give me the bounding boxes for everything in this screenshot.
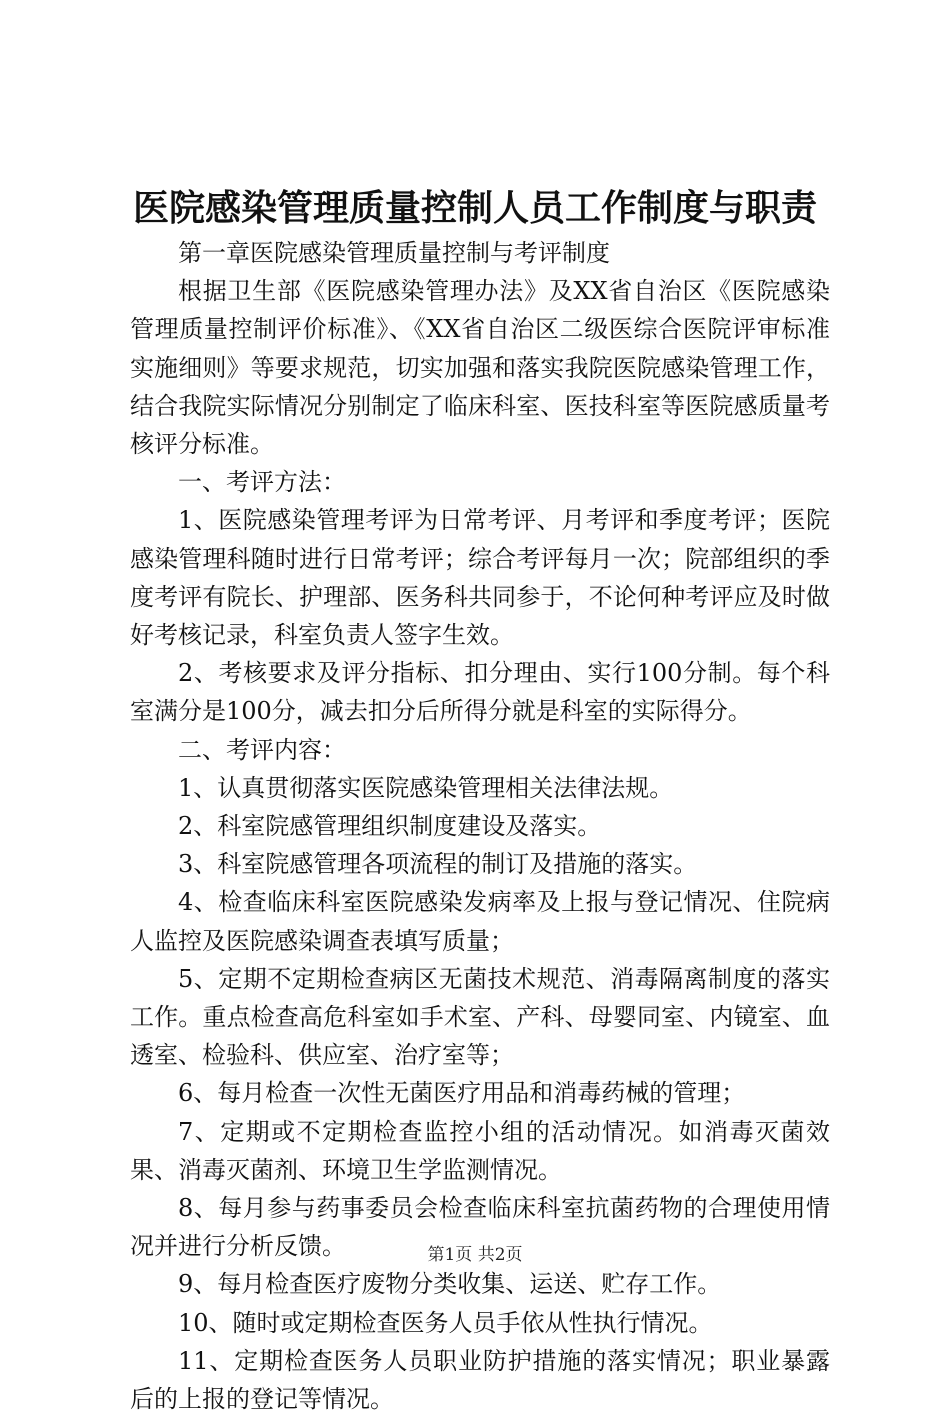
paragraph-content-1: 1、认真贯彻落实医院感染管理相关法律法规。: [178, 773, 674, 802]
paragraph-content-2: 2、科室院感管理组织制度建设及落实。: [178, 812, 602, 841]
page-number-footer: 第1页 共2页: [427, 1245, 523, 1265]
paragraph-content-7: 7、定期或不定期检查监控小组的活动情况。如消毒灭菌效果、消毒灭菌剂、环境卫生学监测情况。: [130, 1117, 830, 1184]
paragraph-content-9: 9、每月检查医疗废物分类收集、运送、贮存工作。: [178, 1270, 722, 1299]
paragraph-content-11: 11、定期检查医务人员职业防护措施的落实情况；职业暴露后的上报的登记等情况。: [130, 1346, 830, 1414]
document-title: 医院感染管理质量控制人员工作制度与职责: [132, 187, 817, 229]
paragraph-content-8: 8、每月参与药事委员会检查临床科室抗菌药物的合理使用情况并进行分析反馈。: [130, 1194, 830, 1261]
paragraph-method-2: 2、考核要求及评分指标、扣分理由、实行100分制。每个科室满分是100分，减去扣分后所得分就是科室的实际得分。: [130, 659, 830, 726]
paragraph-content-5: 5、定期不定期检查病区无菌技术规范、消毒隔离制度的落实工作。重点检查高危科室如手术室、产科、母婴同室、内镜室、血透室、检验科、供应室、治疗室等；: [130, 964, 830, 1070]
section-heading-evaluation-content: 二、考评内容：: [178, 735, 346, 764]
paragraph-chapter-heading: 第一章医院感染管理质量控制与考评制度: [178, 239, 610, 267]
paragraph-content-4: 4、检查临床科室医院感染发病率及上报与登记情况、住院病人监控及医院感染调查表填写质量；: [130, 888, 830, 955]
paragraph-content-10: 10、随时或定期检查医务人员手依从性执行情况。: [178, 1308, 713, 1337]
paragraph-content-6: 6、每月检查一次性无菌医疗用品和消毒药械的管理；: [178, 1079, 746, 1108]
document-body: [130, 234, 830, 1418]
section-heading-evaluation-method: 一、考评方法：: [178, 468, 346, 497]
paragraph-content-3: 3、科室院感管理各项流程的制订及措施的落实。: [178, 850, 698, 879]
paragraph-intro: 根据卫生部《医院感染管理办法》及XX省自治区《医院感染管理质量控制评价标准》、《XX省自治区二级医综合医院评审标准实施细则》等要求规范，切实加强和落实我院医院感染管理工作，结合我院实际情况分别制定了临床科室、医技科室等医院感质量考核评分标准。: [130, 277, 830, 459]
paragraph-method-1: 1、医院感染管理考评为日常考评、月考评和季度考评；医院感染管理科随时进行日常考评；综合考评每月一次；院部组织的季度考评有院长、护理部、医务科共同参于，不论何种考评应及时做好考核记录，科室负责人签字生效。: [130, 506, 830, 650]
